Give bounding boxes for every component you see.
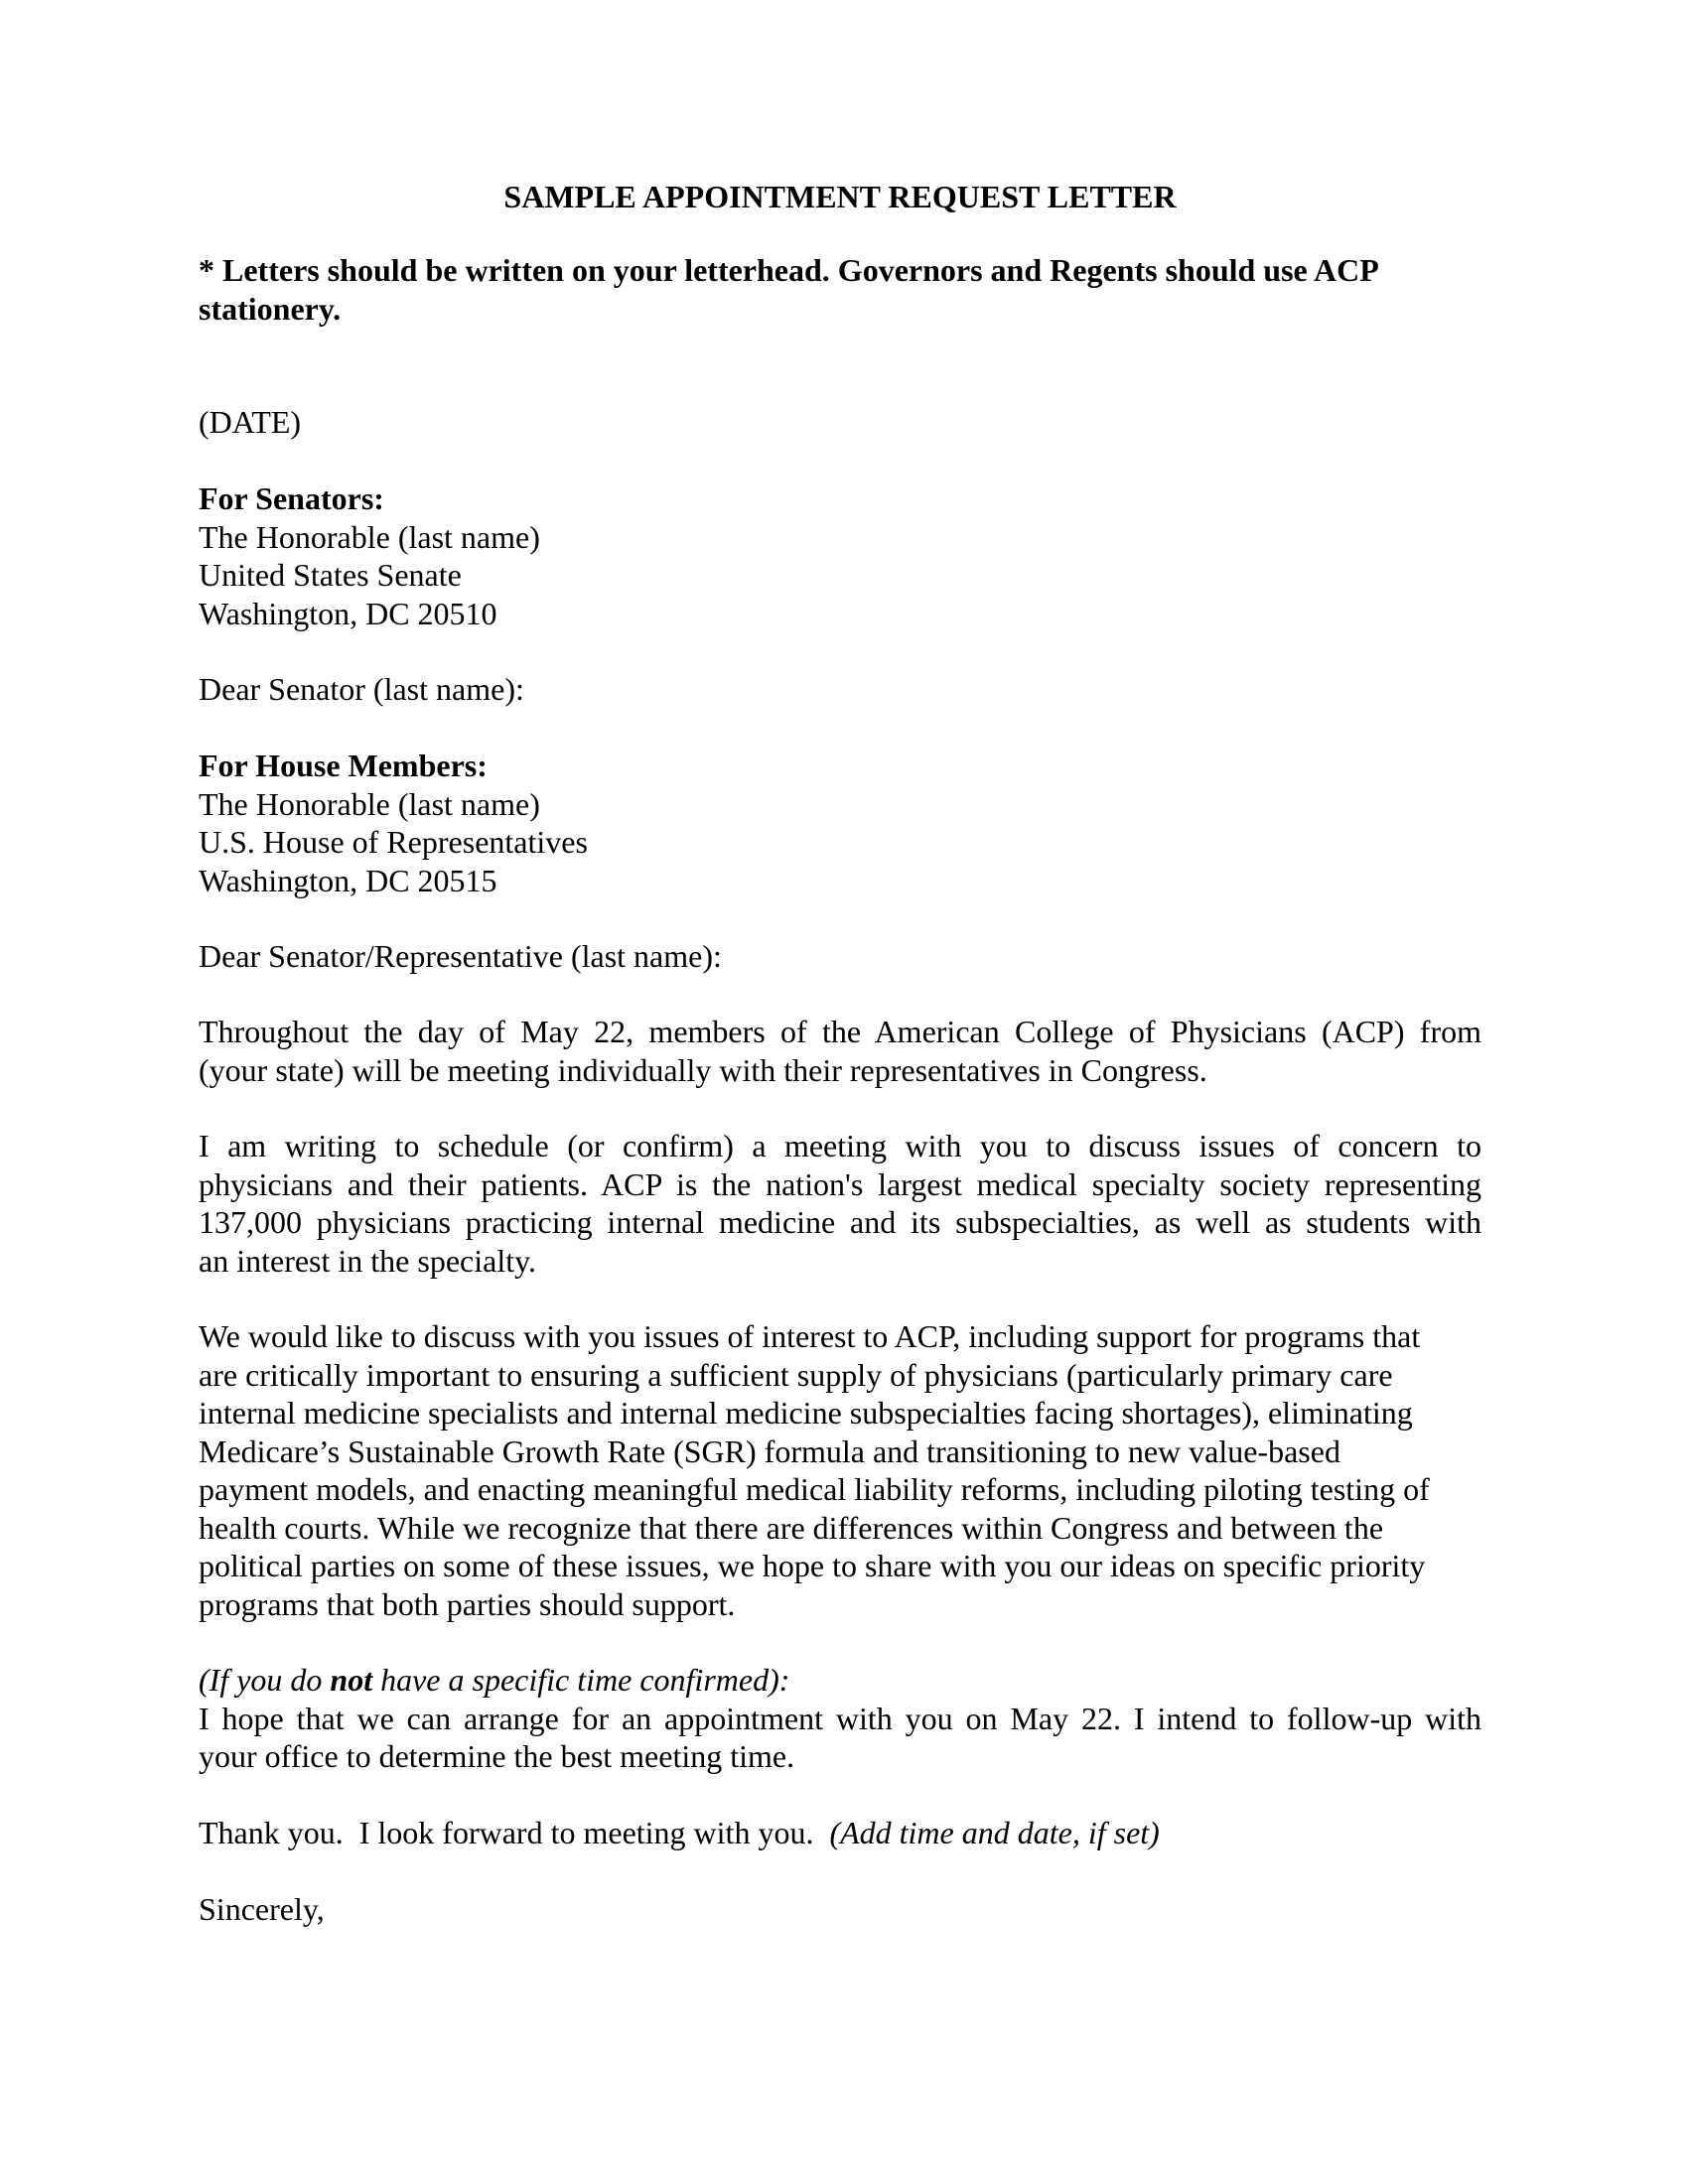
paragraph-line: physicians and their patients. ACP is the nation's largest medical specialty society representing [199,1165,1481,1202]
house-heading: For House Members: [199,748,488,783]
conditional-note-suffix: have a specific time confirmed): [372,1662,790,1698]
paragraph-line: are critically important to ensuring a sufficient supply of physicians (particularly primary care [199,1356,1393,1393]
date-placeholder [199,403,301,442]
signoff-text: Sincerely, [199,1891,325,1927]
senators-address-block [199,479,540,632]
paragraph-line: health courts. While we recognize that there are differences within Congress and between the [199,1509,1384,1546]
letterhead-note-line: * Letters should be written on your letterhead. Governors and Regents should use ACP [199,252,1379,288]
intro-paragraph [199,1013,1481,1089]
conditional-note-emphasis: not [330,1662,373,1698]
closing-note: (Add time and date, if set) [829,1815,1160,1850]
address-line: United States Senate [199,557,462,593]
issues-paragraph [199,1317,1430,1623]
paragraph-line: (your state) will be meeting individually with their representatives in Congress. [199,1051,1207,1088]
address-line: Washington, DC 20515 [199,862,497,898]
letterhead-note-line: stationery. [199,291,342,327]
address-line: U.S. House of Representatives [199,824,588,860]
paragraph-line: an interest in the specialty. [199,1242,537,1279]
address-line: The Honorable (last name) [199,518,540,555]
closing-paragraph [199,1814,1160,1852]
salutation-text: Dear Senator (last name): [199,671,524,707]
paragraph-line: I am writing to schedule (or confirm) a meeting with you to discuss issues of concern to [199,1128,1481,1163]
conditional-note [199,1661,1481,1700]
house-salutation [199,937,722,976]
paragraph-line: political parties on some of these issues, we hope to share with you our ideas on specific priority [199,1548,1426,1583]
signoff [199,1890,325,1929]
senators-heading: For Senators: [199,480,384,516]
house-address-block [199,747,588,899]
followup-paragraph [199,1661,1481,1776]
paragraph-line: We would like to discuss with you issues of interest to ACP, including support for programs that [199,1318,1421,1354]
paragraph-line: payment models, and enacting meaningful medical liability reforms, including piloting testing of [199,1471,1430,1507]
document-title: SAMPLE APPOINTMENT REQUEST LETTER [503,179,1177,214]
paragraph-line: I hope that we can arrange for an appointment with you on May 22. I intend to follow-up with [199,1700,1481,1736]
paragraph-line: Throughout the day of May 22, members of the American College of Physicians (ACP) from [199,1014,1481,1049]
date-text: (DATE) [199,404,302,440]
letterhead-note [199,251,1489,329]
address-line: The Honorable (last name) [199,785,540,822]
senator-salutation [199,670,524,709]
paragraph-line: your office to determine the best meeting time. [199,1738,795,1774]
paragraph-line: programs that both parties should support. [199,1585,736,1622]
paragraph-line: 137,000 physicians practicing internal medicine and its subspecialties, as well as students with [199,1204,1481,1240]
paragraph-line: internal medicine specialists and internal medicine subspecialties facing shortages), eliminating [199,1395,1413,1431]
purpose-paragraph [199,1127,1481,1280]
paragraph-line: Medicare’s Sustainable Growth Rate (SGR) formula and transitioning to new value-based [199,1433,1340,1469]
address-line: Washington, DC 20510 [199,595,497,631]
salutation-text: Dear Senator/Representative (last name): [199,938,722,974]
closing-line [199,1814,1160,1852]
conditional-note-prefix: (If you do [199,1662,331,1698]
closing-text: Thank you. I look forward to meeting with you. [199,1815,830,1850]
